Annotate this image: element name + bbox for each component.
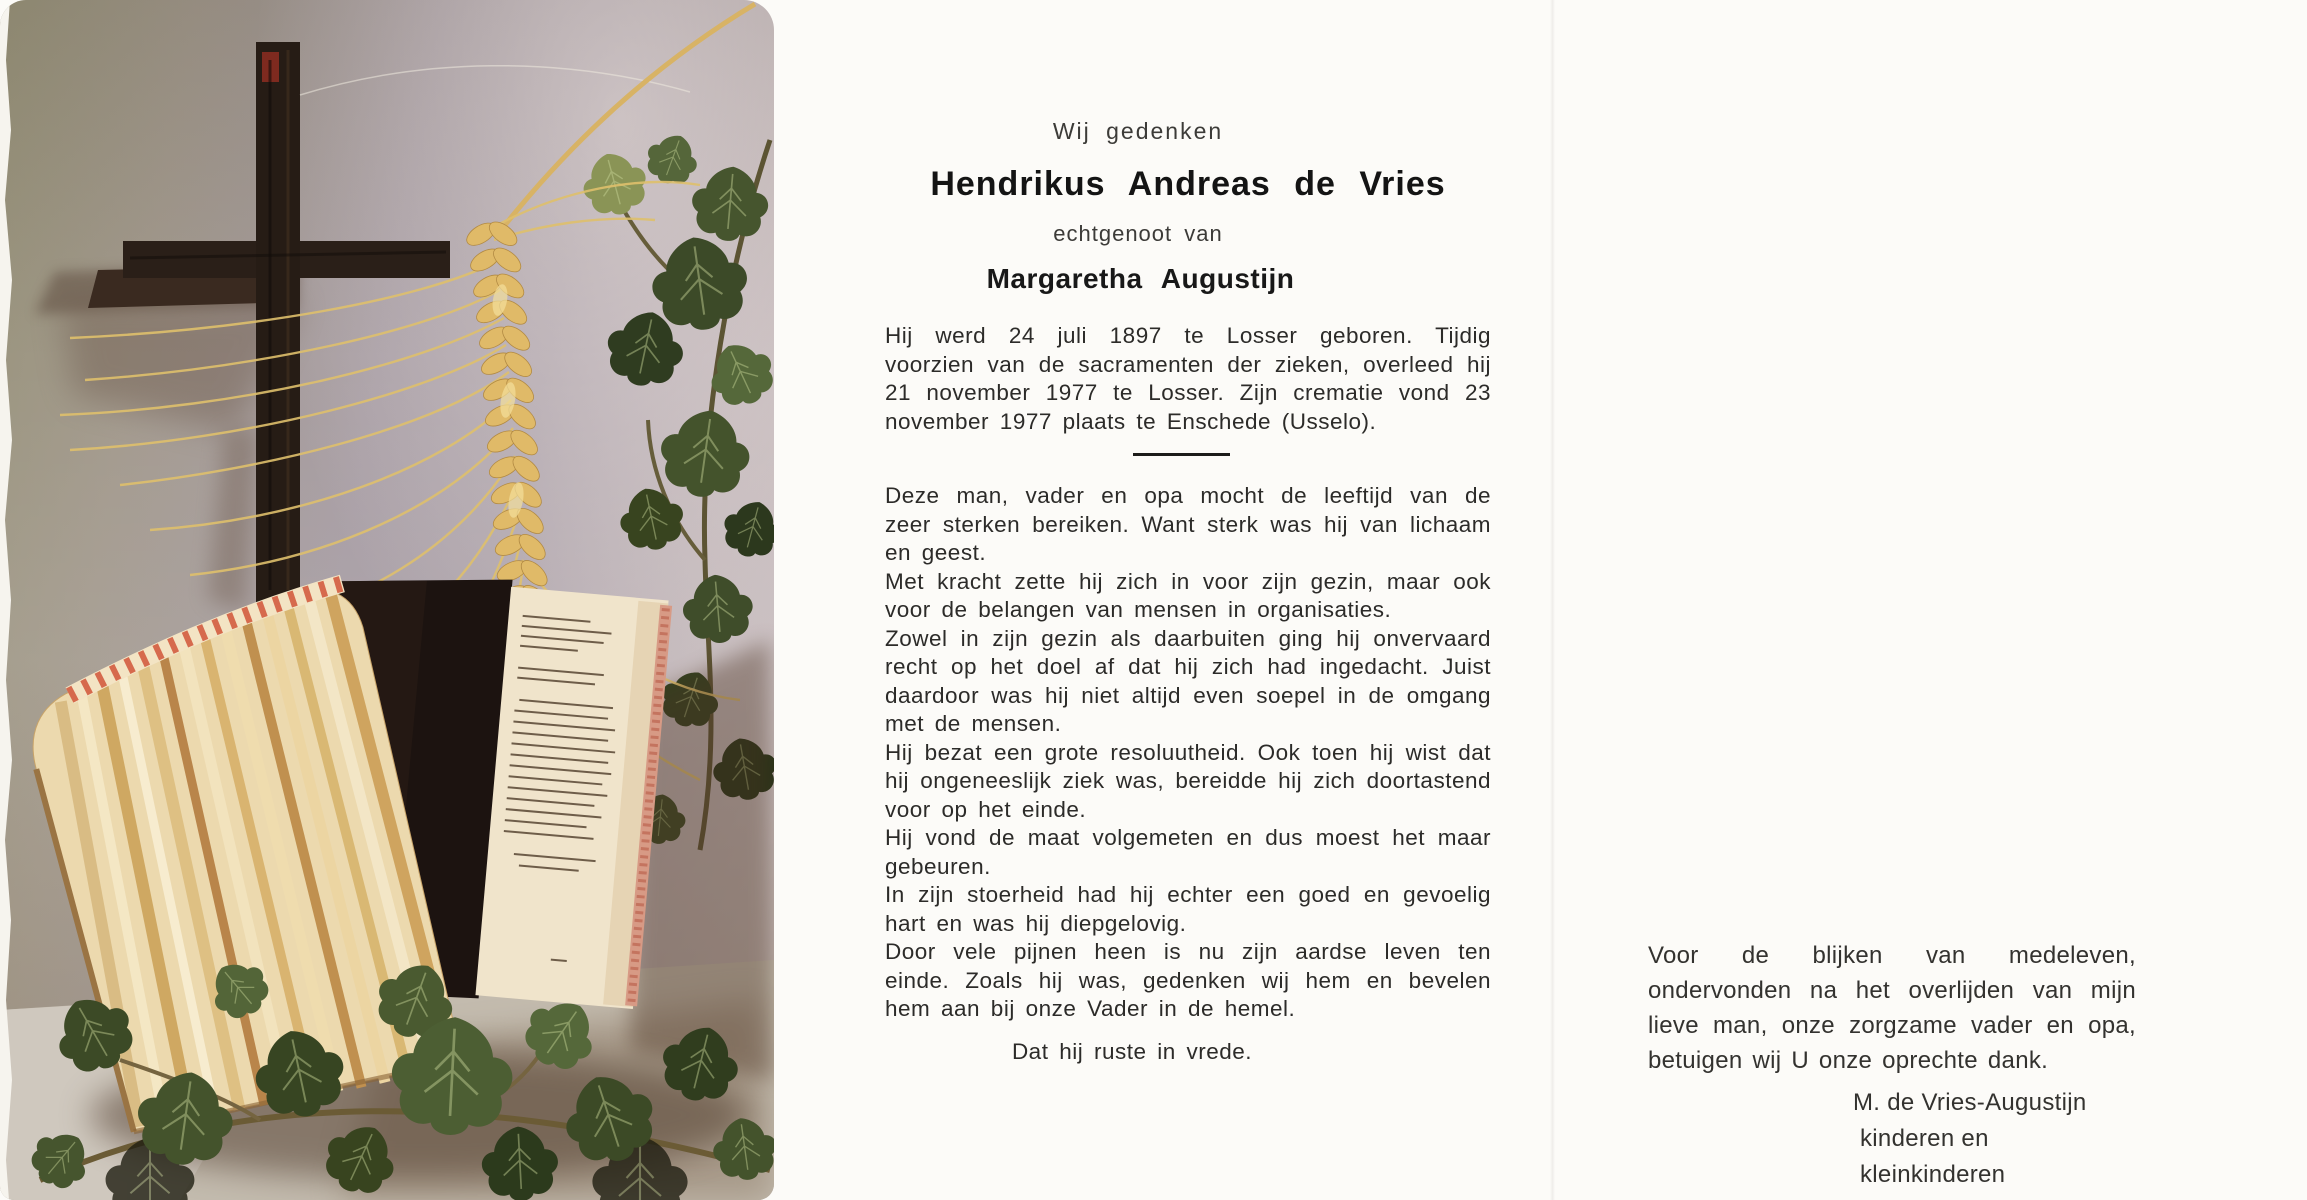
memorial-paragraph-2: Met kracht zette hij zich in voor zijn gezin, maar ook voor de belangen van mensen in organisaties. xyxy=(885,568,1491,622)
closing-line: Dat hij ruste in vrede. xyxy=(1011,1038,1253,1064)
memorial-paragraph-6: In zijn stoerheid had hij echter een goed en gevoelig hart en was hij diepgelovig. xyxy=(885,882,1491,936)
memorial-text-column xyxy=(885,118,1491,1066)
wheat-ear xyxy=(462,215,556,619)
intro-line: Wij gedenken xyxy=(1052,118,1224,144)
signature-family: kinderen en kleinkinderen xyxy=(1860,1125,2006,1188)
divider-rule xyxy=(1133,453,1230,456)
signature-name: M. de Vries-Augustijn xyxy=(1853,1089,2087,1116)
birth-death-paragraph: Hij werd 24 juli 1897 te Losser geboren. Tijdig voorzien van de sacramenten der zieken, overleed hij 21 november 1977 te Losser. Zijn crematie vond 23 november 1977 plaats te Enschede (Usselo). xyxy=(885,323,1491,434)
acknowledgment-column xyxy=(1648,938,2136,1193)
thanks-paragraph: Voor de blijken van medeleven, ondervonden na het overlijden van mijn lieve man, onze zorgzame vader en opa, betuigen wij U onze oprechte dank. xyxy=(1648,942,2136,1074)
memorial-photo xyxy=(0,0,774,1200)
spouse-name: Margaretha Augustijn xyxy=(986,263,1295,294)
memorial-paragraph-1: Deze man, vader en opa mocht de leeftijd van de zeer sterken bereiken. Want sterk was hij van lichaam en geest. xyxy=(885,483,1491,565)
relation-line: echtgenoot van xyxy=(1053,221,1223,246)
memorial-paragraph-4: Hij bezat een grote resoluutheid. Ook toen hij wist dat hij ongeneeslijk ziek was, bereidde hij zich doortastend voor op het einde. xyxy=(885,739,1491,822)
deceased-name: Hendrikus Andreas de Vries xyxy=(930,165,1446,203)
memorial-paragraph-3: Zowel in zijn gezin als daarbuiten ging hij onvervaard recht op het doel af dat hij zich had ingedacht. Juist daardoor was hij niet altijd even soepel in de omgang met de mensen. xyxy=(885,625,1491,736)
card-fold-line xyxy=(1550,0,1555,1200)
memorial-paragraph-5: Hij vond de maat volgemeten en dus moest het maar gebeuren. xyxy=(885,825,1491,879)
memorial-paragraph-7: Door vele pijnen heen is nu zijn aardse leven ten einde. Zoals hij was, gedenken wij hem en bevelen hem aan bij onze Vader in de hemel. xyxy=(885,939,1491,1021)
